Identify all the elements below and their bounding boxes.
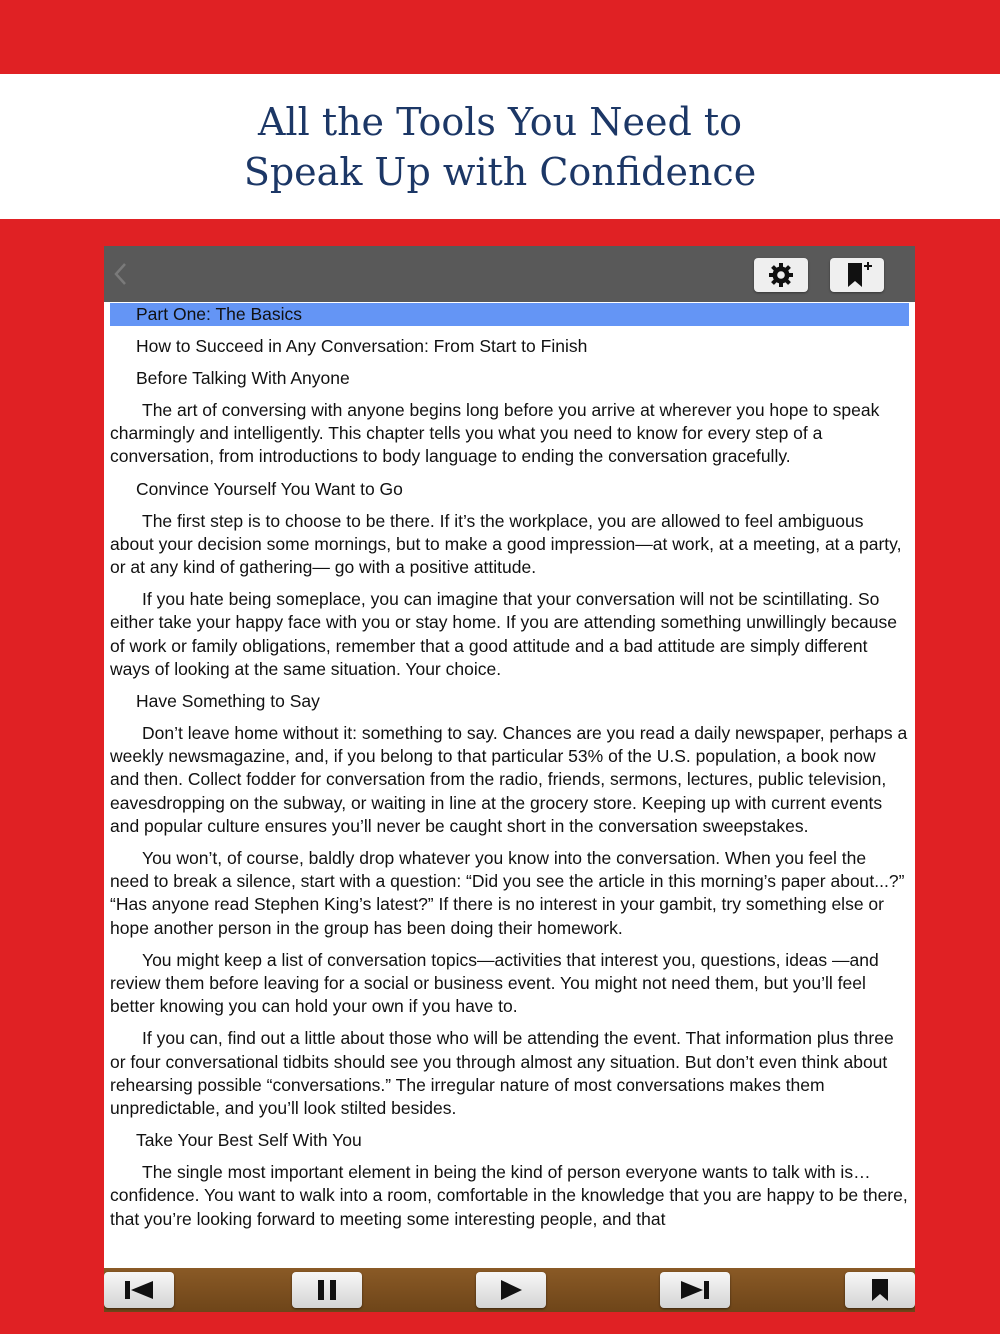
skip-previous-icon bbox=[122, 1279, 156, 1301]
skip-next-button[interactable] bbox=[660, 1272, 730, 1308]
playback-controls bbox=[104, 1268, 915, 1312]
section-heading: Take Your Best Self With You bbox=[136, 1130, 362, 1151]
section-heading: Before Talking With Anyone bbox=[136, 368, 350, 388]
bookmark-icon bbox=[869, 1278, 891, 1302]
block-gap bbox=[104, 469, 915, 478]
block-gap bbox=[104, 940, 915, 949]
block-gap bbox=[104, 358, 915, 367]
body-paragraph: You won’t, of course, baldly drop whatever you know into the conversation. When you feel the need to break a silence, start with a question: “Did you see the article in this morning’s paper about...?” “Has anyone read Stephen King’s latest?” If there is no interest in your gambit, try something else or hope another person in the group has been doing their homework. bbox=[110, 848, 905, 938]
skip-next-icon bbox=[678, 1279, 712, 1301]
add-bookmark-button[interactable] bbox=[830, 258, 884, 292]
block-gap bbox=[104, 1018, 915, 1027]
body-paragraph: If you hate being someplace, you can imagine that your conversation will not be scintillating. So either take your happy face with you or stay home. If you are attending something unwillingly because of work or family obligations, remember that a good attitude and a bad attitude are simply different ways of looking at the same situation. Your choice. bbox=[110, 589, 897, 679]
body-paragraph: The first step is to choose to be there. If it’s the workplace, you are allowed to feel ambiguous about your decision some mornings, but to make a good impression—at work, at a meeting, at a party, or at any kind of gathering— go with a positive attitude. bbox=[110, 510, 902, 578]
block-gap bbox=[104, 501, 915, 510]
gear-icon bbox=[767, 261, 795, 289]
bookmark-plus-icon bbox=[839, 260, 875, 290]
pause-button[interactable] bbox=[292, 1272, 362, 1308]
body-paragraph: You might keep a list of conversation topics—activities that interest you, questions, ideas —and review them before leaving for a social or business event. You might not need them, but you’ll feel better knowing you can hold your own if you have to. bbox=[110, 949, 879, 1017]
settings-button[interactable] bbox=[754, 258, 808, 292]
block-gap bbox=[104, 579, 915, 588]
play-button[interactable] bbox=[476, 1272, 546, 1308]
block-gap bbox=[104, 1152, 915, 1161]
reader-content[interactable] bbox=[104, 302, 915, 1268]
skip-previous-button[interactable] bbox=[104, 1272, 174, 1308]
chapter-heading-highlighted: Part One: The Basics bbox=[110, 303, 909, 326]
section-heading: How to Succeed in Any Conversation: From Start to Finish bbox=[136, 336, 588, 356]
block-gap bbox=[104, 1120, 915, 1129]
block-gap bbox=[104, 326, 915, 335]
chevron-left-icon bbox=[112, 260, 128, 288]
block-gap bbox=[104, 390, 915, 399]
block-gap bbox=[104, 838, 915, 847]
banner-title-line-1: All the Tools You Need to bbox=[257, 99, 743, 144]
bookmark-button[interactable] bbox=[845, 1272, 915, 1308]
body-paragraph: If you can, find out a little about those who will be attending the event. That information plus three or four conversational tidbits should see you through almost any situation. But don’t even think about rehearsing possible “conversations.” The irregular nature of most conversations makes them unpredictable, and you’ll look stilted besides. bbox=[110, 1028, 894, 1119]
section-heading: Have Something to Say bbox=[136, 691, 320, 712]
reader-screen bbox=[104, 246, 915, 1312]
body-paragraph: The single most important element in being the kind of person everyone wants to talk with is…confidence. You want to walk into a room, comfortable in the knowledge that you are happy to be there, that you’re looking forward to meeting some interesting people, and that bbox=[110, 1162, 908, 1229]
back-button[interactable] bbox=[112, 260, 138, 288]
play-icon bbox=[498, 1279, 524, 1301]
banner-title-line-2: Speak Up with Confidence bbox=[243, 149, 757, 194]
section-heading: Convince Yourself You Want to Go bbox=[136, 478, 403, 499]
pause-icon bbox=[315, 1278, 339, 1302]
body-paragraph: The art of conversing with anyone begins long before you arrive at wherever you hope to speak charmingly and intelligently. This chapter tells you what you need to know for every step of a conversation, from introductions to body language to ending the conversation gracefully. bbox=[110, 400, 880, 467]
block-gap bbox=[104, 713, 915, 722]
block-gap bbox=[104, 681, 915, 690]
promo-banner bbox=[0, 74, 1000, 219]
body-paragraph: Don’t leave home without it: something to say. Chances are you read a daily newspaper, perhaps a weekly newsmagazine, and, if you belong to that particular 53% of the U.S. population, a book now and then. Collect fodder for conversation from the radio, friends, sermons, lectures, public television, eavesdropping on the subway, or waiting in line at the grocery store. Keeping up with current events and popular culture ensures you’ll never be caught short in the conversation sweepstakes. bbox=[110, 723, 908, 836]
reader-toolbar bbox=[104, 246, 915, 302]
